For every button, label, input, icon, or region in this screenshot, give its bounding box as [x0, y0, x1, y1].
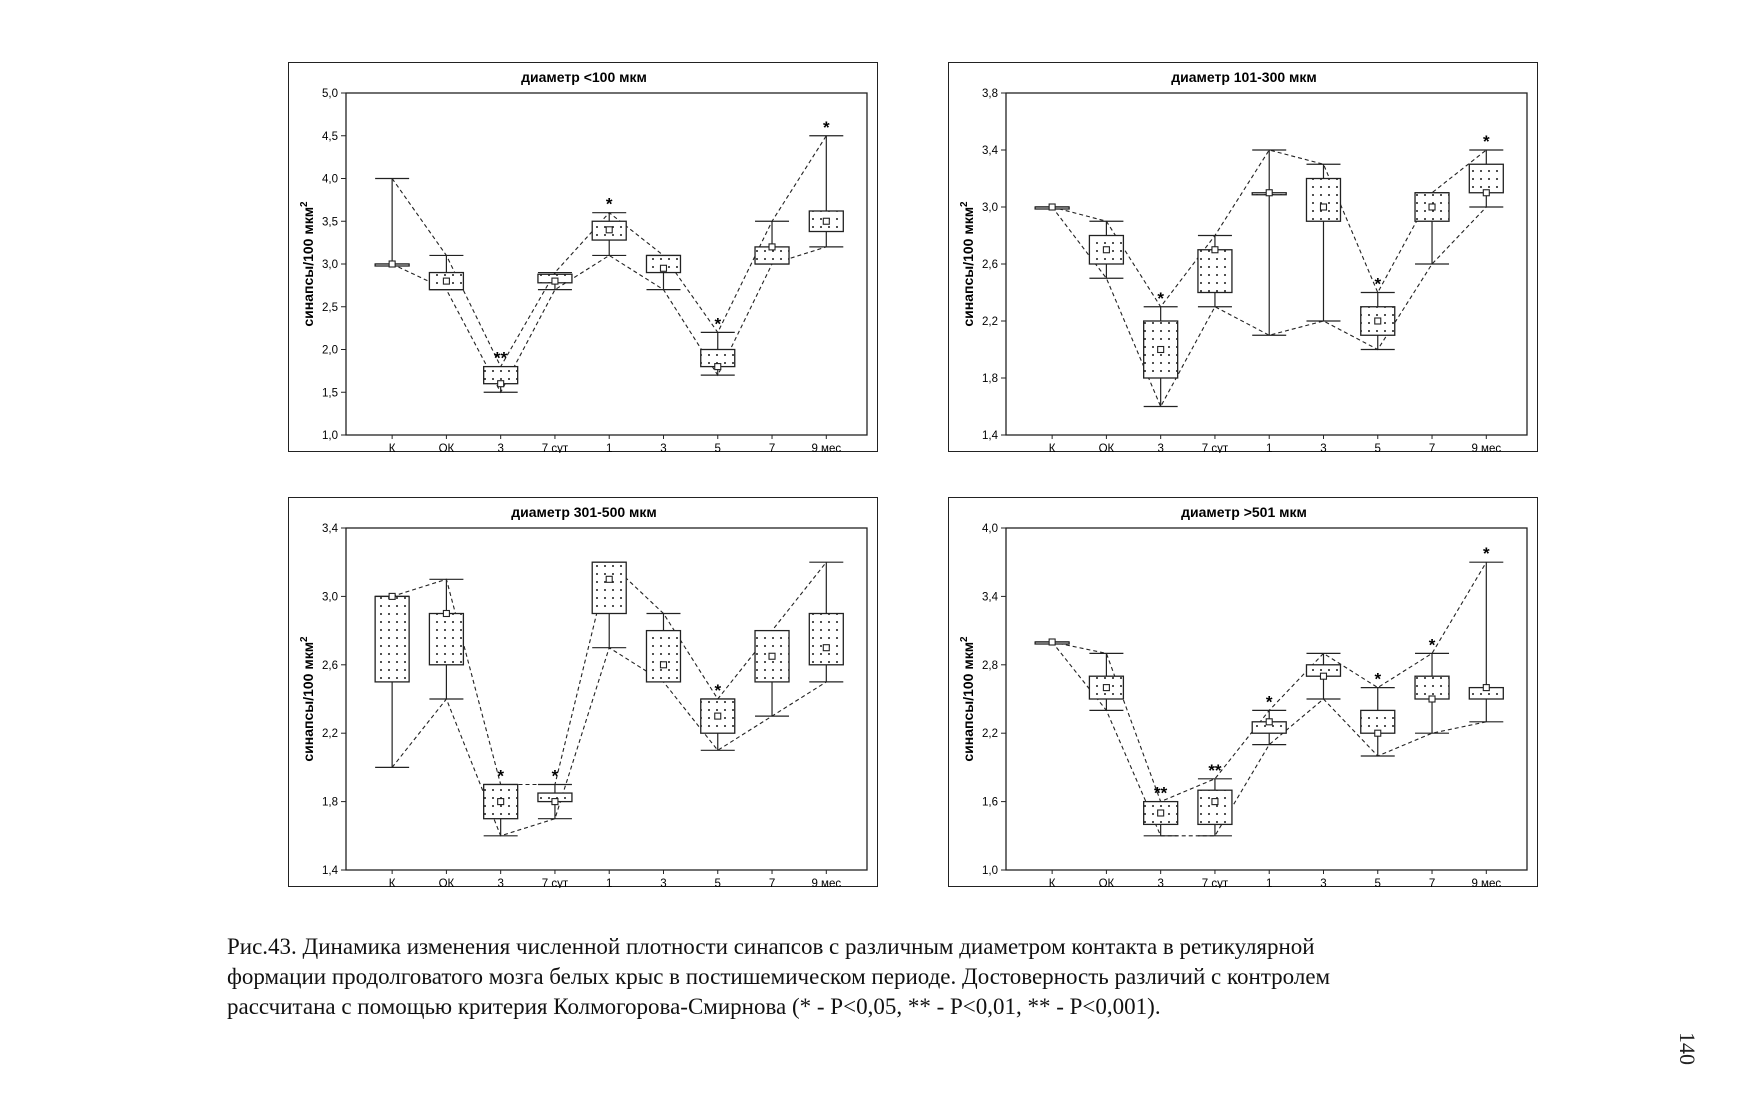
box-7 [755, 221, 789, 264]
median-marker [1320, 204, 1326, 210]
x-tick-label: 7 [1428, 443, 1436, 453]
caption-line-1: Рис.43. Динамика изменения численной плотности синапсов с различным диаметром контакта в ретикулярной [227, 934, 1315, 959]
median-marker [1158, 347, 1164, 353]
y-tick-label: 3,4 [982, 145, 998, 157]
box-5 [1306, 164, 1340, 321]
y-axis-label: синапсы/100 мкм$^2$ [959, 201, 976, 327]
y-tick-label: 3,4 [982, 591, 998, 604]
median-marker [769, 244, 775, 250]
significance-mark: ** [1154, 783, 1168, 803]
median-marker [1429, 204, 1435, 210]
y-tick-label: 5,0 [322, 88, 338, 100]
x-tick-label: К [1048, 443, 1056, 453]
significance-mark: * [1374, 669, 1382, 689]
median-marker [552, 799, 558, 805]
x-tick-label: 7 [768, 443, 776, 453]
y-tick-label: 2,0 [322, 344, 338, 357]
box-2 [1144, 784, 1178, 836]
significance-mark: * [605, 194, 613, 214]
y-tick-label: 2,6 [322, 659, 338, 672]
x-tick-label: 5 [1374, 878, 1381, 888]
x-tick-label: 3 [660, 878, 667, 888]
chart-title: диаметр >501 мкм [1181, 504, 1307, 520]
box-5 [1306, 653, 1340, 699]
median-marker [1320, 673, 1326, 679]
x-tick-label: 9 мес [1471, 443, 1502, 453]
x-tick-label: 9 мес [811, 878, 842, 888]
box-rect [809, 614, 843, 665]
median-marker [769, 653, 775, 659]
x-tick-label: 7 сут [541, 443, 569, 453]
x-tick-label: ОК [438, 878, 455, 888]
min-trend-line [392, 247, 826, 392]
x-tick-label: ОК [1098, 878, 1115, 888]
page-number: 140 [1675, 1032, 1700, 1065]
x-tick-label: ОК [1098, 443, 1115, 453]
x-tick-label: 5 [1374, 443, 1381, 453]
figure-caption [227, 932, 1557, 1022]
y-tick-label: 2,5 [322, 301, 338, 314]
box-4 [1252, 692, 1286, 744]
box-rect [375, 596, 409, 682]
y-tick-label: 1,4 [982, 430, 998, 442]
x-tick-label: 1 [606, 878, 613, 888]
x-tick-label: 7 [768, 878, 776, 888]
x-tick-label: 5 [714, 443, 721, 453]
box-0 [375, 593, 409, 767]
box-2 [1144, 289, 1178, 407]
y-tick-label: 4,5 [322, 130, 338, 143]
x-tick-label: 3 [1157, 878, 1164, 888]
box-rect [1469, 164, 1503, 193]
x-tick-label: 7 сут [1201, 443, 1229, 453]
caption-line-3: рассчитана с помощью критерия Колмогорова-Смирнова (* - Р<0,05, ** - Р<0,01, ** - Р<0,001). [227, 994, 1161, 1019]
y-axis-label-superscript: 2 [959, 636, 970, 642]
x-tick-label: 1 [1266, 443, 1273, 453]
y-tick-label: 1,5 [322, 387, 338, 400]
chart-title: диаметр 301-500 мкм [511, 504, 657, 520]
x-tick-label: 3 [1157, 443, 1164, 453]
significance-mark: * [1428, 635, 1436, 655]
significance-mark: * [1157, 288, 1164, 308]
chart-101-300 [949, 63, 1539, 453]
box-8 [809, 562, 843, 682]
y-tick-label: 1,6 [982, 796, 998, 809]
median-marker [660, 662, 666, 668]
median-marker [1103, 685, 1109, 691]
box-rect [1198, 790, 1232, 824]
significance-mark: * [551, 766, 559, 786]
median-marker [715, 364, 721, 370]
significance-mark: ** [494, 348, 508, 368]
y-tick-label: 2,2 [322, 728, 338, 741]
significance-mark: * [714, 314, 722, 334]
median-marker [443, 611, 449, 617]
box-5 [646, 255, 680, 289]
significance-mark: * [1265, 692, 1273, 712]
y-tick-label: 1,0 [322, 430, 338, 442]
median-marker [660, 265, 666, 271]
box-8 [809, 118, 843, 247]
box-3 [1198, 236, 1232, 307]
y-axis-label-superscript: 2 [959, 201, 970, 207]
significance-mark: * [714, 681, 722, 700]
box-rect [429, 614, 463, 665]
box-rect [1306, 179, 1340, 222]
median-marker [1266, 190, 1272, 196]
caption-line-2: формации продолговатого мозга белых крыс в постишемическом периоде. Достоверность различий с контролем [227, 964, 1331, 989]
median-marker [552, 278, 558, 284]
box-6 [701, 681, 735, 750]
y-tick-label: 2,2 [982, 728, 998, 741]
x-tick-label: К [388, 443, 396, 453]
chart-panel-301-500 [288, 497, 878, 887]
chart-gt501 [949, 498, 1539, 888]
box-1 [429, 255, 463, 289]
y-tick-label: 3,0 [322, 259, 338, 271]
box-0 [1035, 639, 1069, 645]
y-axis-label-superscript: 2 [299, 636, 310, 642]
median-marker [1049, 639, 1055, 645]
y-tick-label: 2,8 [982, 659, 998, 672]
y-tick-label: 3,0 [322, 591, 338, 604]
y-axis-label-superscript: 2 [299, 201, 310, 207]
median-marker [1103, 247, 1109, 253]
median-marker [498, 381, 504, 387]
median-marker [389, 593, 395, 599]
box-5 [646, 614, 680, 682]
y-axis-label: синапсы/100 мкм$^2$ [959, 636, 976, 762]
y-tick-label: 2,2 [982, 316, 998, 328]
median-marker [1375, 730, 1381, 736]
y-axis-label: синапсы/100 мкм$^2$ [299, 201, 316, 327]
box-2 [484, 349, 518, 393]
y-tick-label: 1,8 [982, 373, 998, 385]
x-tick-label: 3 [497, 443, 504, 453]
chart-title: диаметр <100 мкм [521, 69, 647, 85]
median-marker [1483, 190, 1489, 196]
chart-panel-101-300 [948, 62, 1538, 452]
box-1 [1089, 653, 1123, 710]
median-marker [498, 799, 504, 805]
box-7 [755, 631, 789, 717]
x-tick-label: 7 сут [1201, 878, 1229, 888]
box-3 [538, 767, 572, 819]
x-tick-label: 3 [1320, 443, 1327, 453]
y-tick-label: 3,5 [322, 216, 338, 229]
x-tick-label: 3 [660, 443, 667, 453]
median-marker [1483, 685, 1489, 691]
median-marker [443, 278, 449, 284]
y-axis-label: синапсы/100 мкм$^2$ [299, 636, 316, 762]
significance-mark: * [1482, 132, 1490, 151]
box-1 [429, 579, 463, 699]
median-marker [1429, 696, 1435, 702]
median-marker [1212, 799, 1218, 805]
median-marker [389, 261, 395, 267]
box-3 [1198, 761, 1232, 836]
box-8 [1469, 132, 1503, 207]
box-6 [1361, 275, 1395, 350]
box-rect [646, 631, 680, 682]
chart-panel-gt501 [948, 497, 1538, 887]
median-marker [1375, 318, 1381, 324]
x-tick-label: К [388, 878, 396, 888]
box-4 [1252, 150, 1286, 335]
significance-mark: * [1482, 544, 1490, 564]
y-tick-label: 3,0 [982, 202, 998, 214]
y-tick-label: 3,8 [982, 88, 998, 100]
box-7 [1415, 193, 1449, 264]
median-marker [1049, 204, 1055, 210]
y-tick-label: 4,0 [982, 523, 998, 535]
median-marker [1266, 719, 1272, 725]
significance-mark: * [822, 117, 830, 137]
x-tick-label: 5 [714, 878, 721, 888]
chart-lt100 [289, 63, 879, 453]
x-tick-label: 7 сут [541, 878, 569, 888]
y-tick-label: 1,0 [982, 865, 998, 877]
box-7 [1415, 635, 1449, 733]
x-tick-label: 1 [606, 443, 613, 453]
box-2 [484, 767, 518, 836]
box-4 [592, 562, 626, 648]
box-1 [1089, 221, 1123, 278]
x-tick-label: ОК [438, 443, 455, 453]
x-tick-label: 9 мес [1471, 878, 1502, 888]
y-tick-label: 3,4 [322, 523, 338, 535]
chart-title: диаметр 101-300 мкм [1171, 69, 1317, 85]
box-6 [701, 314, 735, 375]
median-marker [1158, 810, 1164, 816]
box-3 [538, 273, 572, 290]
box-4 [592, 195, 626, 256]
y-tick-label: 1,4 [322, 865, 338, 877]
significance-mark: * [1374, 274, 1382, 294]
significance-mark: ** [1208, 760, 1222, 780]
x-tick-label: 3 [1320, 878, 1327, 888]
box-8 [1469, 544, 1503, 722]
median-marker [606, 576, 612, 582]
x-tick-label: 1 [1266, 878, 1273, 888]
box-6 [1361, 670, 1395, 756]
box-0 [1035, 204, 1069, 210]
median-marker [1212, 247, 1218, 253]
box-0 [375, 179, 409, 268]
box-rect [592, 562, 626, 613]
x-tick-label: 3 [497, 878, 504, 888]
box-rect [1198, 250, 1232, 293]
x-tick-label: 7 [1428, 878, 1436, 888]
x-tick-label: 9 мес [811, 443, 842, 453]
median-marker [823, 218, 829, 224]
x-tick-label: К [1048, 878, 1056, 888]
chart-panel-lt100 [288, 62, 878, 452]
y-tick-label: 4,0 [322, 173, 338, 186]
y-tick-label: 2,6 [982, 259, 998, 271]
median-marker [715, 713, 721, 719]
median-marker [606, 227, 612, 233]
chart-301-500 [289, 498, 879, 888]
median-marker [823, 645, 829, 651]
significance-mark: * [497, 766, 504, 786]
y-tick-label: 1,8 [322, 796, 338, 809]
